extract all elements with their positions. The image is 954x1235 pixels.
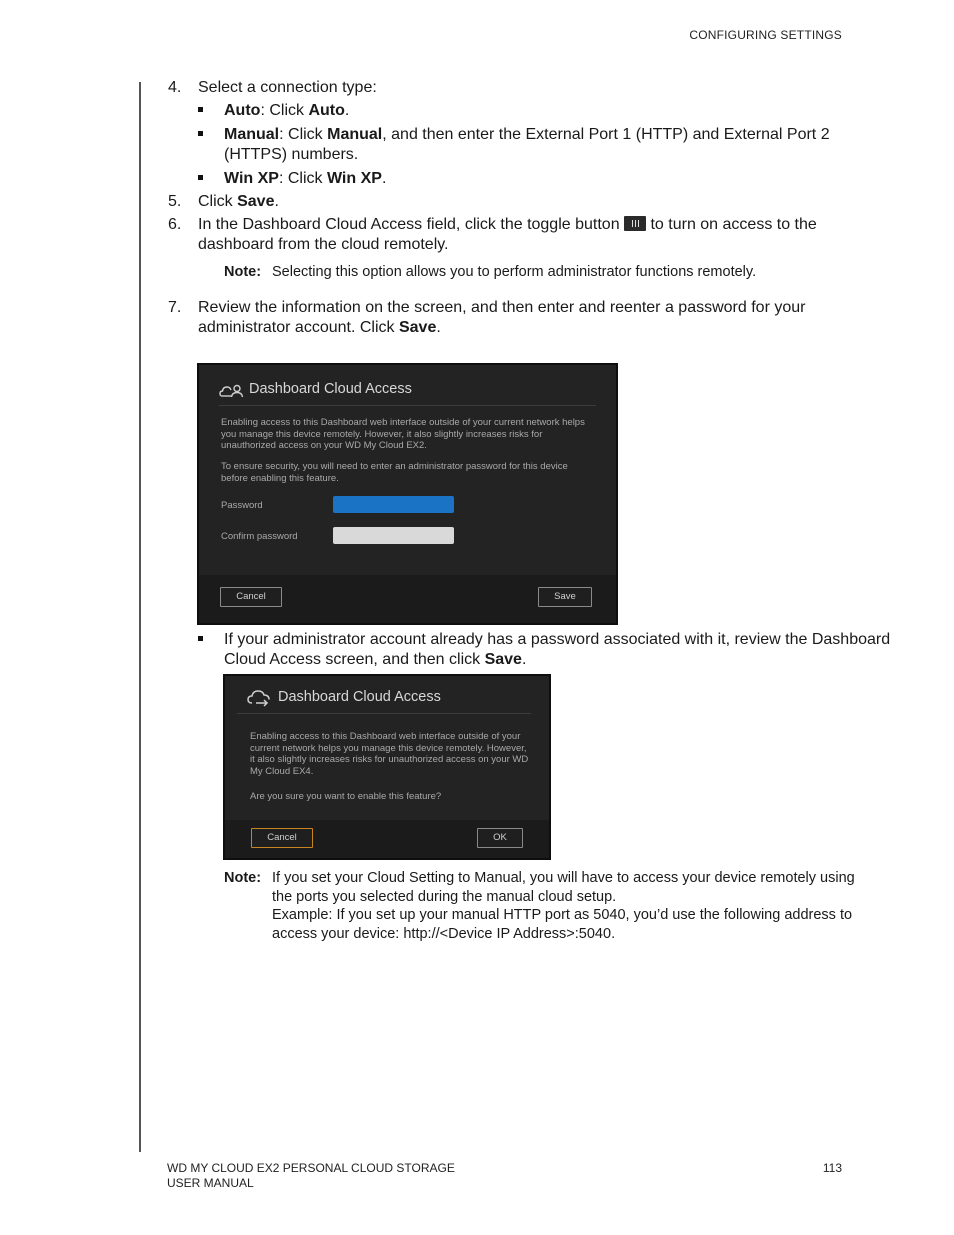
bullet-marker	[198, 636, 203, 641]
action: Save	[398, 318, 437, 336]
cloud-sync-icon	[247, 689, 271, 709]
text: .	[381, 170, 387, 187]
bullet-marker	[198, 175, 203, 180]
step-7	[168, 298, 848, 338]
text: : Click	[279, 126, 328, 143]
action: Save	[484, 651, 522, 668]
step-5	[168, 192, 848, 212]
dialog-title: Dashboard Cloud Access	[249, 381, 412, 397]
step-6	[168, 215, 848, 255]
action: Win XP	[326, 170, 382, 187]
note-example: Example: If you set up your manual HTTP port as 5040, you’d use the following address to access your device: http://<Device IP Address>:5040.	[272, 907, 853, 942]
note-text: Selecting this option allows you to perform administrator functions remotely.	[272, 264, 757, 280]
dialog-security-note: To ensure security, you will need to enter an administrator password for this device before enabling this feature.	[221, 461, 568, 484]
step-number: 5.	[168, 193, 182, 210]
action: Manual	[327, 126, 383, 143]
ok-button[interactable]: OK	[477, 828, 523, 848]
password-label: Password	[221, 500, 263, 511]
dialog-footer	[199, 575, 616, 623]
document-footer	[167, 1161, 455, 1191]
text: Review the information on the screen, and then enter and reenter a password for your administrator account. Click	[198, 298, 806, 336]
confirm-password-field[interactable]	[333, 527, 454, 544]
text: .	[274, 193, 279, 210]
dialog-title: Dashboard Cloud Access	[278, 689, 441, 705]
section-header: CONFIGURING SETTINGS	[689, 28, 842, 42]
bullet-marker	[198, 107, 203, 112]
cancel-button[interactable]: Cancel	[220, 587, 282, 607]
product-name: WD MY CLOUD EX2 PERSONAL CLOUD STORAGE	[167, 1161, 455, 1175]
document-type: USER MANUAL	[167, 1176, 254, 1190]
margin-rule	[139, 82, 141, 1152]
note-admin	[168, 263, 812, 282]
text: .	[344, 102, 350, 119]
step-number: 4.	[168, 79, 182, 96]
divider	[219, 405, 596, 406]
note-manual	[168, 869, 872, 943]
step-number: 6.	[168, 216, 182, 233]
note-text: If you set your Cloud Setting to Manual, you will have to access your device remotely using the ports you selected during the manual cloud setup.	[272, 870, 855, 905]
action: Save	[237, 193, 275, 210]
bullet-winxp	[168, 169, 848, 189]
text: Click	[198, 193, 238, 210]
bullet-marker	[198, 131, 203, 136]
step-4	[168, 78, 848, 98]
bullet-auto	[168, 101, 848, 121]
divider	[237, 713, 531, 714]
cloud-user-icon	[219, 383, 245, 399]
dialog-question: Are you sure you want to enable this feature?	[250, 791, 442, 802]
instructions	[168, 78, 848, 338]
term: Win XP	[224, 170, 279, 187]
text: .	[521, 651, 527, 668]
dialog-description: Enabling access to this Dashboard web interface outside of your current network helps you manage this device remotely. However, it also slightly increases risks for unauthorized access on your WD My Cloud EX4.	[250, 731, 529, 777]
bullet-existing-password	[168, 630, 904, 670]
page-number: 113	[822, 1161, 842, 1175]
text: In the Dashboard Cloud Access field, click the toggle button	[198, 216, 625, 233]
step-text: Select a connection type:	[198, 79, 377, 96]
text: .	[436, 318, 441, 336]
cancel-button[interactable]: Cancel	[251, 828, 313, 848]
action: Auto	[308, 102, 345, 119]
save-button[interactable]: Save	[538, 587, 592, 607]
text: If your administrator account already has a password associated with it, review the Dashboard Cloud Access screen, and then click	[224, 631, 891, 668]
term: Manual	[224, 126, 280, 143]
text: : Click	[260, 102, 309, 119]
text: , and then enter the External Port 1 (HTTP) and External Port 2 (HTTPS) numbers.	[224, 126, 830, 163]
dialog-description: Enabling access to this Dashboard web interface outside of your current network helps you manage this device remotely. However, it also slightly increases risks for unauthorized access on your WD My Cloud EX2.	[221, 417, 585, 451]
text: to turn on access to the dashboard from the cloud remotely.	[198, 216, 817, 253]
confirm-password-label: Confirm password	[221, 531, 298, 542]
dashboard-cloud-access-confirm-dialog	[223, 674, 551, 860]
toggle-icon	[624, 216, 646, 231]
bullet-manual	[168, 125, 848, 165]
password-field[interactable]	[333, 496, 454, 513]
note-label: Note:	[224, 264, 262, 280]
dashboard-cloud-access-dialog	[197, 363, 618, 625]
step-number: 7.	[168, 298, 182, 316]
term: Auto	[224, 102, 261, 119]
dialog-footer	[225, 820, 549, 858]
note-label: Note:	[224, 870, 262, 886]
text: : Click	[278, 170, 327, 187]
